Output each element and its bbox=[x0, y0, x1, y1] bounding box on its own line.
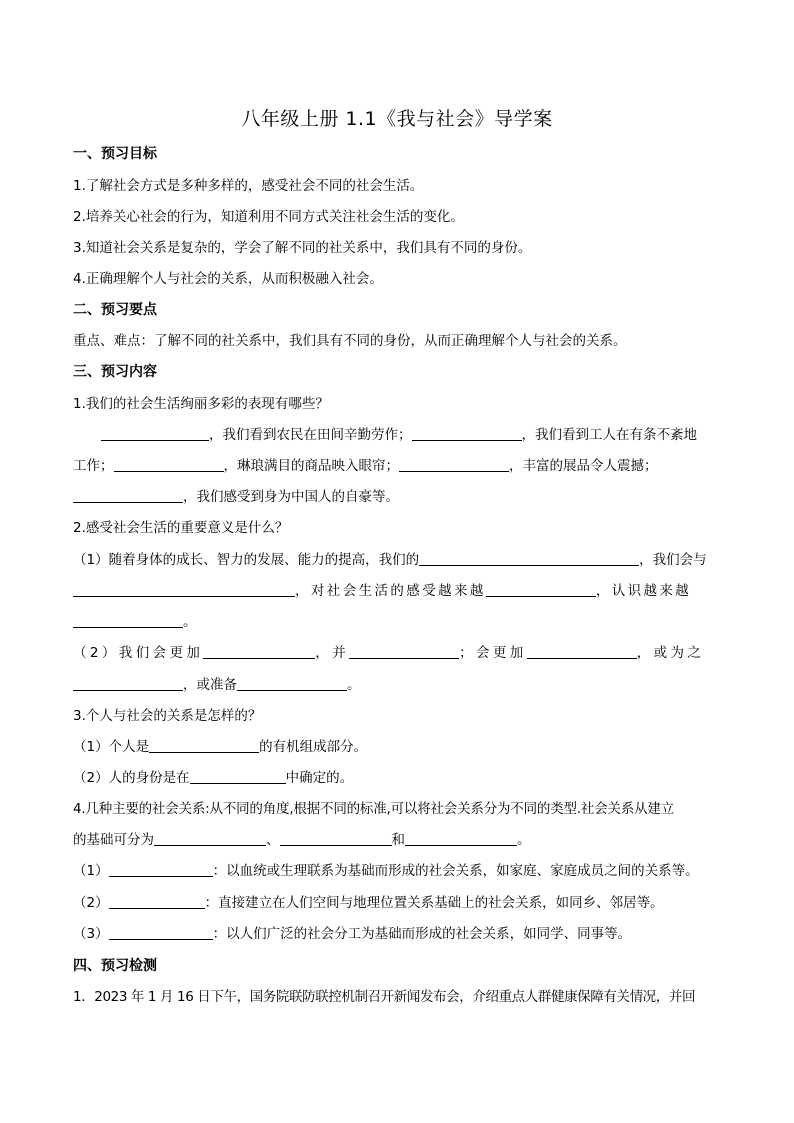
answer-blank[interactable] bbox=[73, 676, 183, 691]
fill-line: （1）随着身体的成长、智力的发展、能力的提高，我们的 ，我们会与 bbox=[73, 552, 707, 568]
fill-line: （1） ：以血统或生理联系为基础而形成的社会关系，如家庭、家庭成员之间的关系等。 bbox=[73, 863, 699, 879]
answer-blank[interactable] bbox=[486, 582, 596, 597]
key-points-text: 重点、难点：了解不同的社关系中，我们具有不同的身份，从而正确理解个人与社会的关系。 bbox=[73, 333, 627, 349]
answer-blank[interactable] bbox=[527, 644, 637, 659]
answer-blank[interactable] bbox=[412, 426, 522, 441]
question: 4.几种主要的社会关系:从不同的角度,根据不同的标准,可以将社会关系分为不同的类型.社会关系从建立 bbox=[73, 801, 675, 817]
fill-line: （3） ：以人们广泛的社会分工为基础而形成的社会关系，如同学、同事等。 bbox=[73, 926, 632, 942]
objective-item: 2.培养关心社会的行为，知道利用不同方式关注社会生活的变化。 bbox=[73, 209, 464, 225]
fill-line: 工作； ，琳琅满目的商品映入眼帘； ，丰富的展品令人震撼； bbox=[73, 458, 658, 474]
fill-line: ，或准备 。 bbox=[73, 675, 723, 695]
section-heading: 三、预习内容 bbox=[73, 364, 157, 380]
answer-blank[interactable] bbox=[280, 831, 392, 846]
section-heading: 四、预习检测 bbox=[73, 958, 157, 974]
answer-blank[interactable] bbox=[419, 551, 639, 566]
answer-blank[interactable] bbox=[73, 582, 295, 597]
answer-blank[interactable] bbox=[101, 426, 209, 441]
question: 1.我们的社会生活绚丽多彩的表现有哪些？ bbox=[73, 396, 329, 412]
answer-blank[interactable] bbox=[190, 769, 286, 784]
section-heading: 一、预习目标 bbox=[73, 146, 157, 162]
answer-blank[interactable] bbox=[149, 738, 259, 753]
answer-blank[interactable] bbox=[405, 831, 517, 846]
fill-line: （2） ：直接建立在人们空间与地理位置关系基础上的社会关系，如同乡、邻居等。 bbox=[73, 895, 664, 911]
objective-item: 1.了解社会方式是多种多样的，感受社会不同的社会生活。 bbox=[73, 178, 424, 194]
fill-line: 的基础可分为 、 和 。 bbox=[73, 832, 531, 848]
fill-line: 。 bbox=[73, 612, 723, 632]
answer-blank[interactable] bbox=[73, 613, 183, 628]
fill-line: ，我们看到农民在田间辛勤劳作； ，我们看到工人在有条不紊地 bbox=[73, 425, 723, 445]
question: 3.个人与社会的关系是怎样的？ bbox=[73, 708, 262, 724]
answer-blank[interactable] bbox=[73, 488, 183, 503]
fill-line: （1）个人是 的有机组成部分。 bbox=[73, 739, 368, 755]
answer-blank[interactable] bbox=[154, 831, 266, 846]
fill-line: ，我们感受到身为中国人的自豪等。 bbox=[73, 487, 723, 507]
fill-line: （2）人的身份是在 中确定的。 bbox=[73, 770, 354, 786]
answer-blank[interactable] bbox=[109, 894, 205, 909]
objective-item: 3.知道社会关系是复杂的，学会了解不同的社关系中，我们具有不同的身份。 bbox=[73, 240, 532, 256]
fill-line: （2）我们会更加 ，并 ；会更加 ，或为之 bbox=[73, 645, 705, 661]
answer-blank[interactable] bbox=[203, 644, 315, 659]
answer-blank[interactable] bbox=[114, 457, 224, 472]
answer-blank[interactable] bbox=[109, 925, 213, 940]
answer-blank[interactable] bbox=[349, 644, 459, 659]
objective-item: 4.正确理解个人与社会的关系，从而积极融入社会。 bbox=[73, 271, 383, 287]
page-title: 八年级上册 1.1《我与社会》导学案 bbox=[241, 108, 553, 130]
answer-blank[interactable] bbox=[237, 676, 347, 691]
fill-line: ，对社会生活的感受越来越 ，认识越来越 bbox=[73, 581, 723, 601]
question: 1．2023 年 1 月 16 日下午，国务院联防联控机制召开新闻发布会，介绍重点人群健康保障有关情况，并回 bbox=[73, 989, 696, 1005]
answer-blank[interactable] bbox=[399, 457, 509, 472]
section-heading: 二、预习要点 bbox=[73, 302, 157, 318]
answer-blank[interactable] bbox=[109, 862, 213, 877]
question: 2.感受社会生活的重要意义是什么？ bbox=[73, 520, 289, 536]
